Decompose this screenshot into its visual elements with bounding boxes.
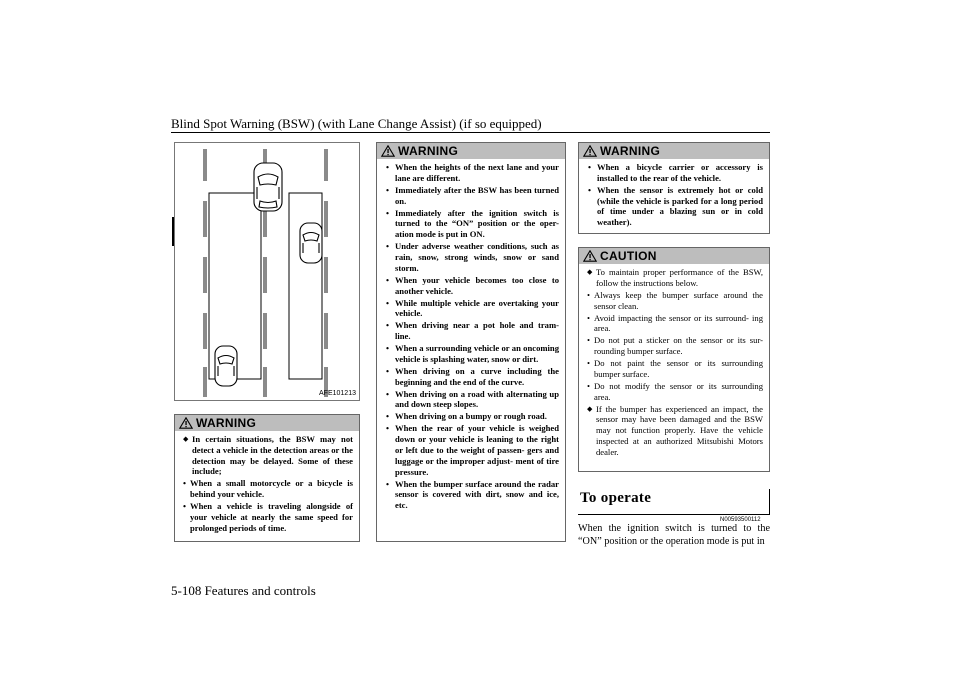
warning-box-right [578,142,770,234]
list-item: • Do not modify the sensor or its surrounding area. [587,381,763,403]
list-item: • When the sensor is extremely hot or cold (while the vehicle is parked for a long period of time under a blazing sun or in cold weather). [587,185,763,228]
vehicle-left-lane [215,346,237,386]
list-item: • Under adverse weather conditions, such as rain, snow, strong winds, snow or sand storm. [385,241,559,273]
operate-body-text: When the ignition switch is turned to the “ON” position or the operation mode is put in [578,523,770,548]
header-title: Blind Spot Warning (BSW) (with Lane Change Assist) (if so equipped) [171,116,542,131]
list-item: • Immediately after the ignition switch is turned to the “ON” position or the oper- ation mode is put in ON. [385,208,559,240]
caution-box [578,247,770,472]
warning-header [377,143,565,159]
lane-illustration [174,142,360,401]
list-item: • Avoid impacting the sensor or its surround- ing area. [587,313,763,335]
warning-label: WARNING [398,144,459,158]
vehicle-right-lane [300,223,322,263]
list-item: • When the rear of your vehicle is weighed down or your vehicle is leaning to the right or left due to the weight of passen- gers and luggage or the improper adjust- ment of tire pressure. [385,423,559,477]
warning-header [175,415,359,431]
warning-triangle-icon [381,145,395,157]
caution-header [579,248,769,264]
list-item: • When a bicycle carrier or accessory is installed to the rear of the vehicle. [587,162,763,184]
warning-triangle-icon [583,145,597,157]
list-item: • Always keep the bumper surface around the sensor clean. [587,290,763,312]
warning-triangle-icon [179,417,193,429]
section-heading [578,489,770,515]
page-footer: 5-108 Features and controls [171,583,316,598]
list-item: • When the bumper surface around the radar sensor is covered with dirt, snow and ice, etc. [385,479,559,511]
caution-item: ◆ To maintain proper performance of the BSW, follow the instructions below. [587,267,763,289]
warning-header [579,143,769,159]
lane-diagram [175,143,361,402]
illustration-code: AFE101213 [319,390,356,397]
list-item: • When driving on a road with alternating up and down steep slopes. [385,389,559,411]
list-item: • When the heights of the next lane and your lane are different. [385,162,559,184]
own-vehicle [254,163,282,211]
caution-triangle-icon [583,250,597,262]
reference-code: N00593500112 [720,517,761,523]
caution-label: CAUTION [600,249,657,263]
list-item: • Do not paint the sensor or its surrounding bumper surface. [587,358,763,380]
warning-box-left [174,414,360,542]
detection-area-right [289,193,322,379]
list-item: • When driving on a curve including the beginning and the end of the curve. [385,366,559,388]
list-item: • When driving on a bumpy or rough road. [385,411,559,422]
section-heading-text: To operate [580,490,652,506]
list-item: • Immediately after the BSW has been turned on. [385,185,559,207]
caution-item: ◆ If the bumper has experienced an impact, the sensor may have been damaged and the BSW may not function properly. Have the vehicle inspected at an authorized Mitsubishi Motors dealer. [587,404,763,458]
warning-label: WARNING [196,416,257,430]
list-item: • When driving near a pot hole and tram- line. [385,320,559,342]
list-item: • When a surrounding vehicle or an oncoming vehicle is splashing water, snow or dirt. [385,343,559,365]
warning-box-middle [376,142,566,542]
list-item: • When a vehicle is traveling alongside of your vehicle at nearly the same speed for prolonged periods of time. [183,501,353,533]
warning-left-intro: ◆ In certain situations, the BSW may not detect a vehicle in the detection areas or the detection may be delayed. Some of these include; [183,434,353,477]
list-item: • Do not put a sticker on the sensor or its sur- rounding bumper surface. [587,335,763,357]
list-item: • While multiple vehicle are overtaking your vehicle. [385,298,559,320]
list-item: • When your vehicle becomes too close to another vehicle. [385,275,559,297]
warning-label: WARNING [600,144,661,158]
header-rule [171,132,770,133]
list-item: • When a small motorcycle or a bicycle is behind your vehicle. [183,478,353,500]
